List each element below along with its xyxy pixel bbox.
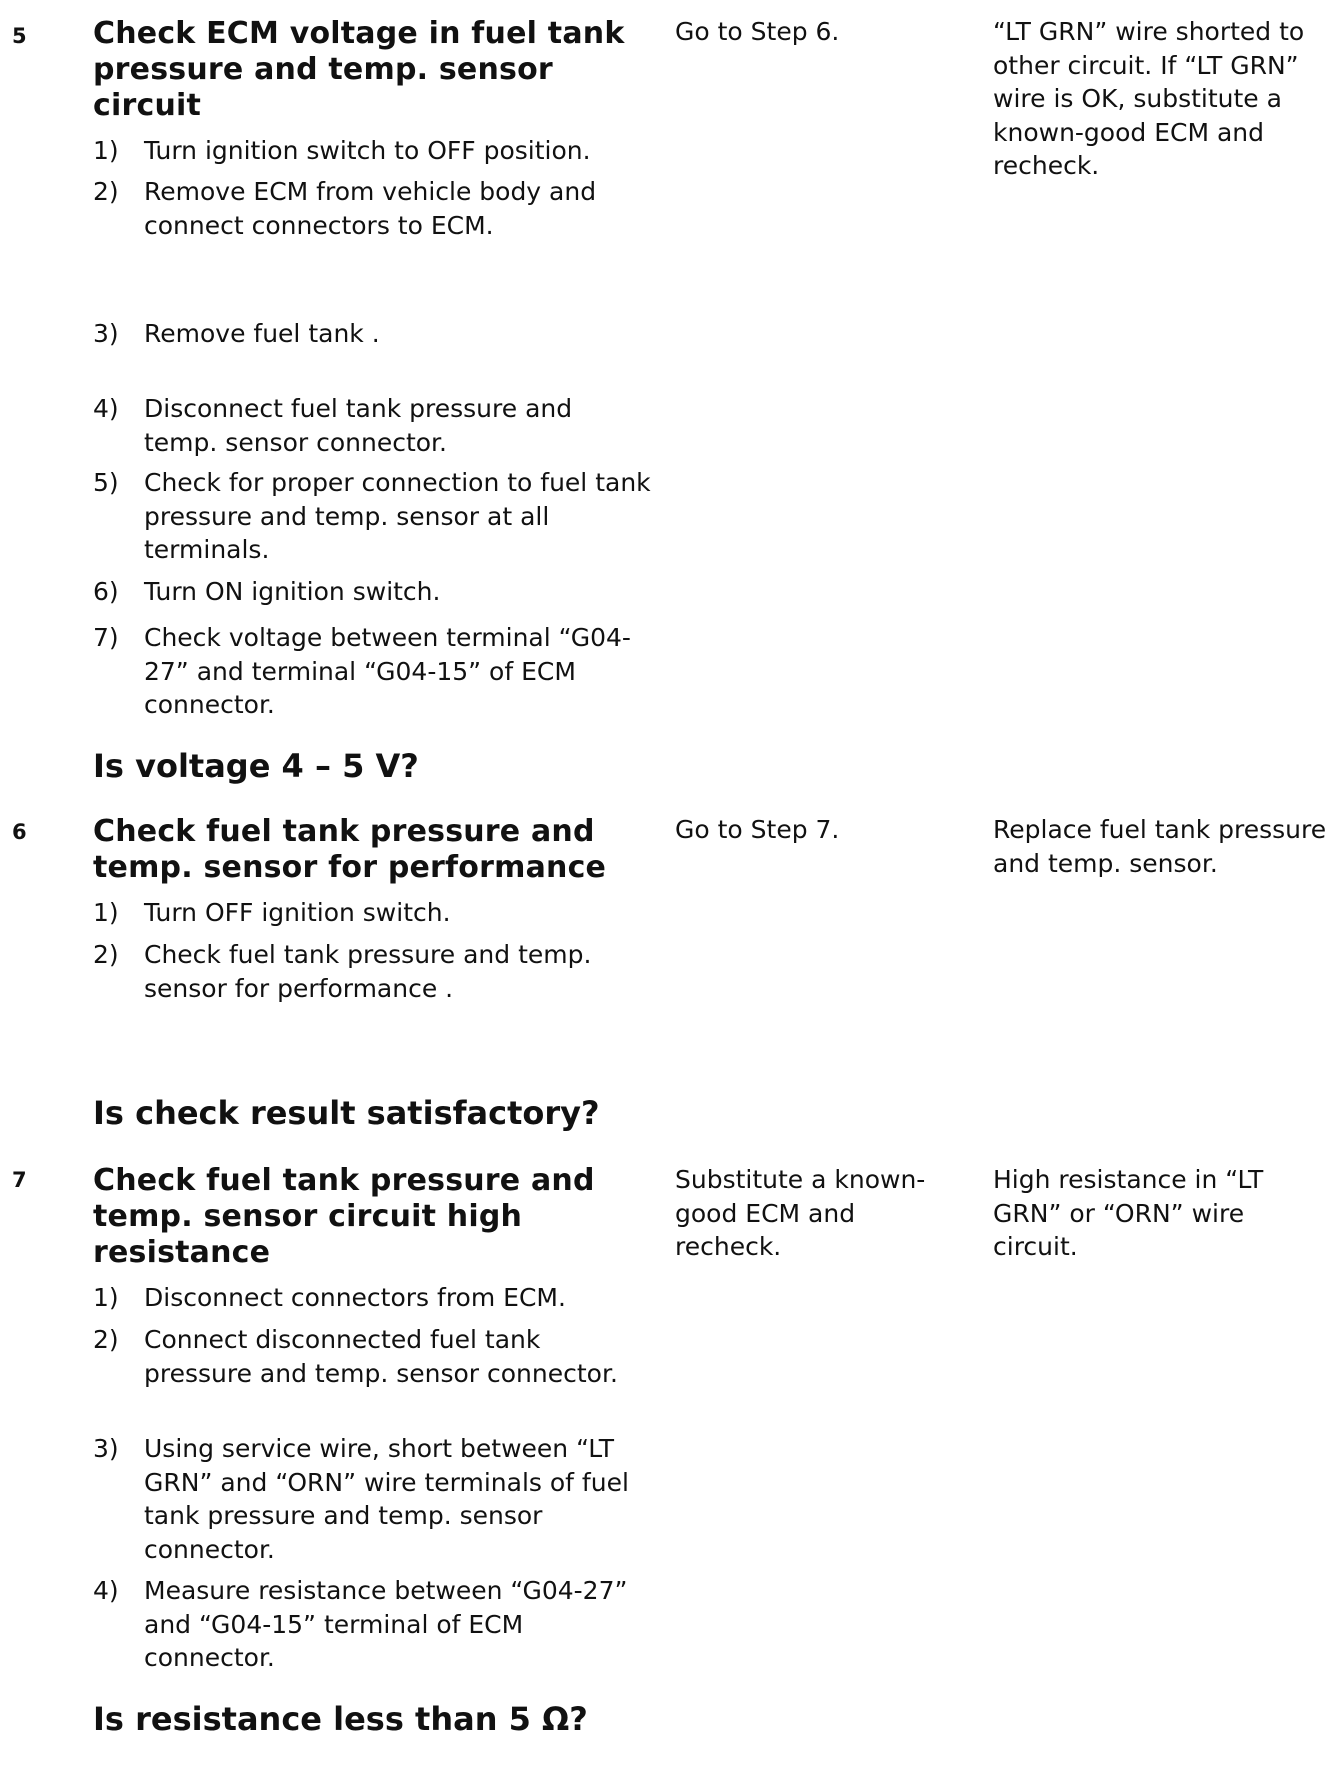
item-number: 2) bbox=[93, 940, 119, 969]
item-number: 1) bbox=[93, 136, 119, 165]
item-text: Measure resistance between “G04-27” and “G04-15” terminal of ECM connector. bbox=[144, 1576, 628, 1672]
step-number: 6 bbox=[12, 820, 27, 844]
item-number: 6) bbox=[93, 577, 119, 606]
list-item bbox=[93, 1574, 653, 1675]
list-item bbox=[93, 896, 653, 930]
item-number: 7) bbox=[93, 623, 119, 652]
list-item bbox=[93, 392, 653, 459]
list-item bbox=[93, 175, 653, 242]
yes-result: Go to Step 7. bbox=[675, 815, 840, 844]
step-title: Check ECM voltage in fuel tank pressure and temp. sensor circuit bbox=[93, 16, 625, 123]
list-item bbox=[93, 621, 653, 722]
list-item bbox=[93, 317, 653, 351]
list-item bbox=[93, 938, 653, 1005]
item-number: 3) bbox=[93, 319, 119, 348]
item-text: Check for proper connection to fuel tank pressure and temp. sensor at all terminals. bbox=[144, 468, 651, 564]
item-text: Using service wire, short between “LT GRN” and “ORN” wire terminals of fuel tank pressure and temp. sensor connector. bbox=[144, 1434, 629, 1564]
yes-result: Go to Step 6. bbox=[675, 17, 840, 46]
item-number: 5) bbox=[93, 468, 119, 497]
no-result: Replace fuel tank pressure and temp. sensor. bbox=[993, 815, 1327, 878]
item-number: 2) bbox=[93, 177, 119, 206]
item-text: Check voltage between terminal “G04-27” and terminal “G04-15” of ECM connector. bbox=[144, 623, 631, 719]
item-text: Turn ON ignition switch. bbox=[144, 577, 441, 606]
item-number: 4) bbox=[93, 394, 119, 423]
list-item bbox=[93, 466, 653, 567]
step-question: Is voltage 4 – 5 V? bbox=[93, 747, 419, 785]
step-title: Check fuel tank pressure and temp. sensor circuit high resistance bbox=[93, 1163, 595, 1270]
no-result: High resistance in “LT GRN” or “ORN” wire circuit. bbox=[993, 1165, 1264, 1261]
step-question: Is check result satisfactory? bbox=[93, 1094, 600, 1132]
list-item bbox=[93, 1323, 653, 1390]
item-number: 4) bbox=[93, 1576, 119, 1605]
item-number: 3) bbox=[93, 1434, 119, 1463]
item-text: Check fuel tank pressure and temp. sensor for performance . bbox=[144, 940, 592, 1003]
item-number: 2) bbox=[93, 1325, 119, 1354]
step-number: 7 bbox=[12, 1168, 27, 1192]
item-text: Turn OFF ignition switch. bbox=[144, 898, 451, 927]
item-number: 1) bbox=[93, 898, 119, 927]
item-text: Remove ECM from vehicle body and connect connectors to ECM. bbox=[144, 177, 597, 240]
no-result: “LT GRN” wire shorted to other circuit. If “LT GRN” wire is OK, substitute a known-good ECM and recheck. bbox=[993, 17, 1305, 180]
item-number: 1) bbox=[93, 1283, 119, 1312]
list-item bbox=[93, 1281, 653, 1315]
item-text: Disconnect fuel tank pressure and temp. sensor connector. bbox=[144, 394, 573, 457]
item-text: Connect disconnected fuel tank pressure and temp. sensor connector. bbox=[144, 1325, 618, 1388]
item-text: Turn ignition switch to OFF position. bbox=[144, 136, 591, 165]
step-title: Check fuel tank pressure and temp. sensor for performance bbox=[93, 814, 607, 885]
item-text: Remove fuel tank . bbox=[144, 319, 380, 348]
step-number: 5 bbox=[12, 24, 27, 48]
list-item bbox=[93, 1432, 653, 1566]
yes-result: Substitute a known-good ECM and recheck. bbox=[675, 1165, 926, 1261]
step-question: Is resistance less than 5 Ω? bbox=[93, 1700, 588, 1738]
list-item bbox=[93, 134, 653, 168]
list-item bbox=[93, 575, 653, 609]
item-text: Disconnect connectors from ECM. bbox=[144, 1283, 566, 1312]
